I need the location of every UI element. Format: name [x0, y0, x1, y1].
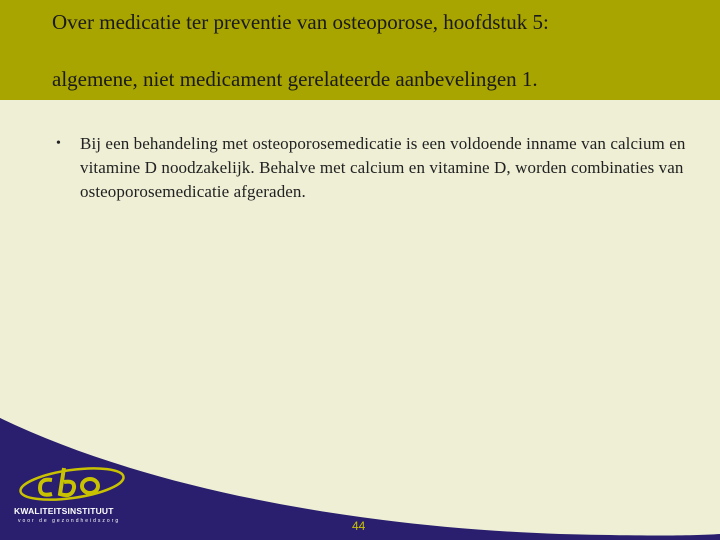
slide-title-line-2: algemene, niet medicament gerelateerde aanbevelingen 1.: [52, 67, 538, 91]
logo-tagline: voor de gezondheidszorg: [18, 518, 121, 524]
bullet-marker: •: [56, 136, 61, 151]
slide-title-line-1: Over medicatie ter preventie van osteoporose, hoofdstuk 5:: [52, 10, 549, 34]
title-bar: [0, 0, 720, 100]
logo-name: KWALITEITSINSTITUUT: [14, 506, 114, 516]
page-number: 44: [352, 519, 366, 533]
bullet-text: Bij een behandeling met osteoporosemedicatie is een voldoende inname van calcium en vitamine D noodzakelijk. Behalve met calcium en vitamine D, worden combinaties van osteoporosemedicatie afgeraden.: [80, 134, 686, 201]
